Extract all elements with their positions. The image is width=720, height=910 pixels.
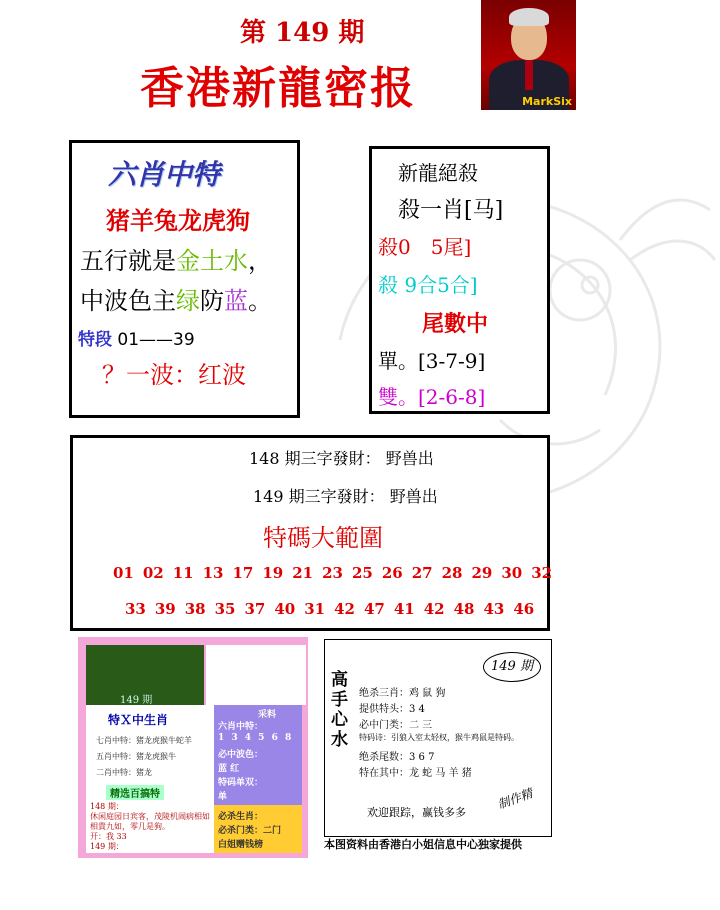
three-word-149: 149 期三字發財： 野兽出	[253, 487, 438, 506]
collage-line: 七肖中特：猪龙虎猴牛蛇羊	[96, 736, 192, 745]
collage-left-panel	[86, 705, 214, 853]
expert-line: 提供特头：3 4	[359, 704, 425, 715]
presenter-photo	[481, 0, 576, 110]
collage-right-line: 蓝 红	[218, 764, 240, 774]
special-range-title: 特碼大範圍	[263, 524, 383, 552]
lucky-number: 23	[322, 564, 343, 582]
lucky-number: 46	[513, 600, 535, 618]
tail-title: 尾數中	[422, 311, 489, 337]
kill-sum: 殺 9合5合]	[378, 273, 478, 297]
lucky-number: 11	[172, 564, 194, 582]
expert-picks-panel	[324, 639, 552, 837]
expert-line: 必中门类：二 三	[359, 720, 433, 731]
number-row-2	[125, 600, 543, 618]
issue-bubble: 149 期	[483, 652, 541, 682]
collage-record: 相貴九如，零几是狗。	[90, 822, 170, 831]
lucky-number: 42	[423, 600, 445, 618]
collage-right-line: 白姐赠钱榜	[218, 840, 264, 850]
collage-record: 149 期：	[90, 842, 124, 851]
number-row-1	[113, 564, 561, 582]
new-dragon-kill-box	[369, 146, 550, 414]
expert-line: 特码诗：引狼入室太轻权，猴牛鸡鼠是特码。	[359, 733, 519, 742]
expert-line: 绝杀三肖：鸡 鼠 狗	[359, 688, 446, 699]
lucky-number: 33	[125, 600, 146, 618]
lucky-number: 39	[154, 600, 176, 618]
collage-right-line: 必杀生肖：	[218, 812, 264, 822]
lucky-number: 38	[184, 600, 206, 618]
collage-right-line: 六肖中特：	[218, 722, 264, 732]
collage-left-title: 特Ｘ中生肖	[108, 713, 169, 727]
issue-number: 第 149 期	[240, 18, 365, 48]
collage-line: 二肖中特：猪龙	[96, 768, 152, 777]
lucky-number: 42	[334, 600, 355, 618]
six-zodiac-box	[69, 140, 300, 418]
lucky-number: 01	[113, 564, 134, 582]
collage-record: 休闲庭园日宾客，茂陵机闹病相如	[90, 812, 210, 821]
expert-line: 绝杀尾数：3 6 7	[359, 752, 435, 763]
wave-color-line: 中波色主绿防蓝。	[80, 287, 272, 315]
lucky-number: 02	[142, 564, 164, 582]
five-elements-highlight: 金土水	[176, 247, 248, 275]
lucky-number: 32	[531, 564, 553, 582]
collage-record: 148 期：	[90, 802, 124, 811]
six-zodiac-title: 六肖中特	[108, 158, 221, 191]
special-range: 特段 01——39	[78, 330, 195, 350]
forecast-collage	[78, 637, 308, 858]
lucky-number: 30	[501, 564, 523, 582]
lucky-number: 41	[393, 600, 415, 618]
five-elements-line: 五行就是金土水，	[80, 247, 272, 275]
lucky-number: 19	[262, 564, 284, 582]
collage-right-line: 1 3 4 5 6 8	[218, 733, 294, 743]
collage-line: 五肖中特：猪龙虎猴牛	[96, 752, 176, 761]
expert-side-title: 高手心水	[331, 670, 348, 750]
special-range-box	[70, 435, 553, 631]
lucky-number: 27	[411, 564, 433, 582]
lucky-number: 21	[292, 564, 314, 582]
three-word-148: 148 期三字發財： 野兽出	[249, 449, 434, 468]
expert-line: 特在其中：龙 蛇 马 羊 猪	[359, 768, 472, 779]
lucky-number: 25	[352, 564, 373, 582]
lucky-number: 17	[232, 564, 254, 582]
collage-right-panel: 采料 六肖中特： 1 3 4 5 6 8 必中波色： 蓝 红 特码单双： 单 必杀生肖： 必杀门类：二门 白姐赠钱榜	[214, 705, 302, 853]
collage-right-line: 特码单双：	[218, 778, 264, 788]
lucky-number: 13	[202, 564, 224, 582]
lucky-number: 40	[274, 600, 296, 618]
even-tails: 雙。[2-6-8]	[378, 385, 486, 409]
wave-result: ？一波：红波	[102, 361, 246, 389]
odd-tails: 單。[3-7-9]	[378, 349, 486, 373]
kill-zodiac: 殺一肖[马]	[398, 198, 504, 223]
collage-issue: 149 期	[120, 695, 153, 705]
lucky-number: 43	[483, 600, 505, 618]
kill-title: 新龍絕殺	[398, 161, 478, 185]
kill-tail: 殺0 5尾]	[378, 235, 472, 259]
source-credit: 本图资料由香港白小姐信息中心独家提供	[324, 838, 522, 851]
lucky-number: 35	[214, 600, 236, 618]
collage-record: 开：我 33	[90, 832, 127, 841]
lucky-number: 48	[453, 600, 475, 618]
welcome-text: 欢迎跟踪，赢钱多多	[367, 806, 466, 819]
lucky-number: 37	[244, 600, 266, 618]
lucky-number: 28	[441, 564, 463, 582]
lucky-number: 31	[304, 600, 326, 618]
lucky-number: 26	[381, 564, 403, 582]
collage-right-line: 必中波色：	[218, 750, 264, 760]
collage-right-line: 单	[218, 792, 228, 802]
collage-right-line: 必杀门类：二门	[218, 826, 282, 836]
collage-recommend-title: 精选百搞特	[106, 785, 164, 800]
photo-brand-logo: MarkSix	[522, 95, 572, 108]
page-title: 香港新龍密报	[140, 63, 416, 114]
lucky-number: 29	[471, 564, 493, 582]
collage-banner	[86, 645, 204, 705]
maker-signature: 制作精	[495, 786, 535, 812]
lucky-number: 47	[364, 600, 385, 618]
zodiac-animals: 猪羊兔龙虎狗	[106, 206, 250, 235]
